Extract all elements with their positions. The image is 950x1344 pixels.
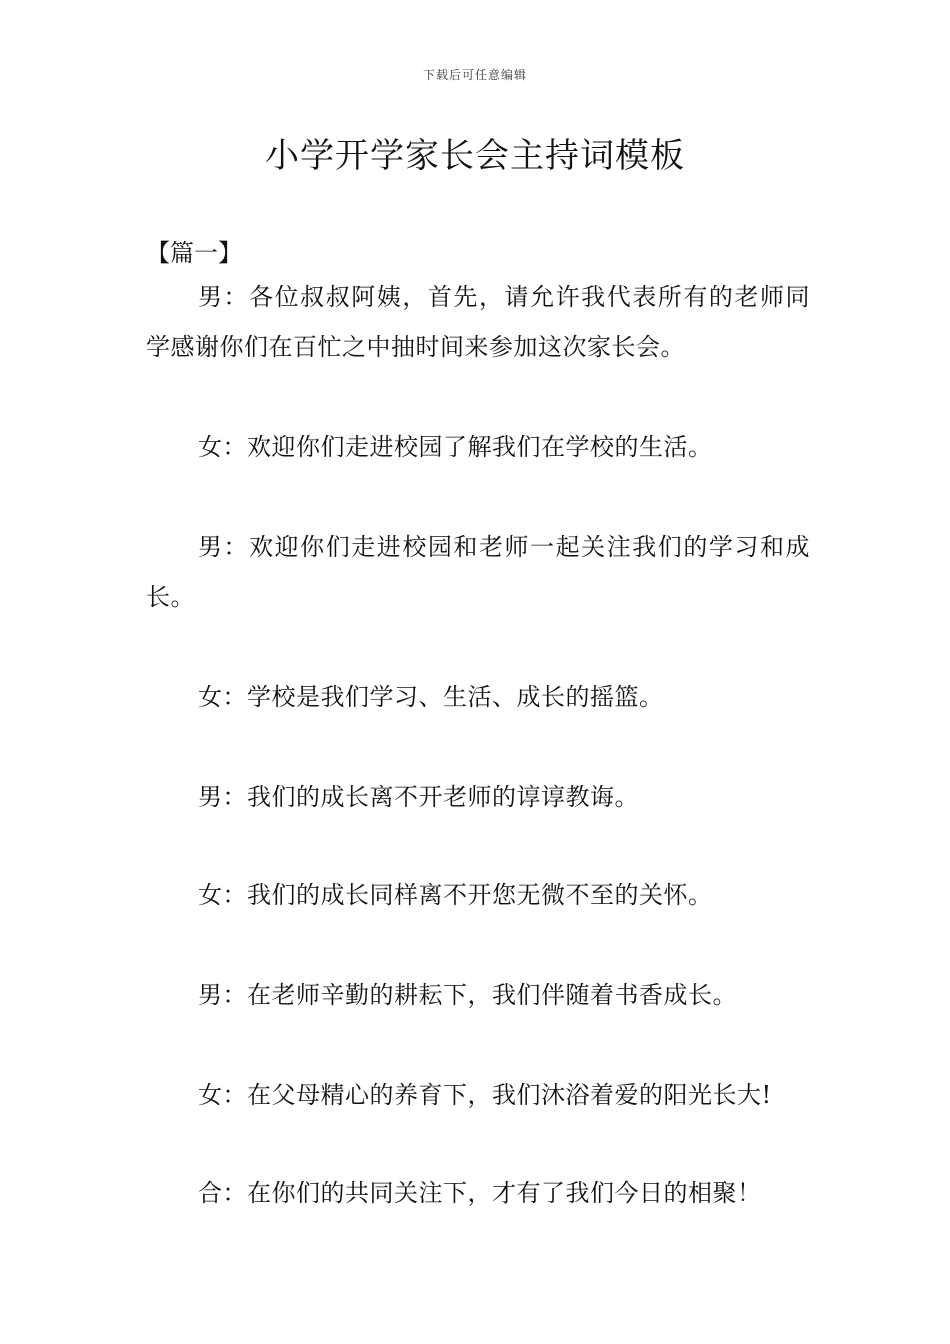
paragraph: 女：学校是我们学习、生活、成长的摇篮。 bbox=[198, 683, 664, 711]
paragraph: 女：在父母精心的养育下，我们沐浴着爱的阳光长大! bbox=[198, 1081, 772, 1109]
paragraph: 男：在老师辛勤的耕耘下，我们伴随着书香成长。 bbox=[198, 981, 737, 1009]
paragraph: 男：各位叔叔阿姨，首先，请允许我代表所有的老师同学感谢你们在百忙之中抽时间来参加这次家长会。 bbox=[146, 283, 810, 361]
paragraph: 女：欢迎你们走进校园了解我们在学校的生活。 bbox=[198, 433, 713, 461]
paragraph: 女：我们的成长同样离不开您无微不至的关怀。 bbox=[198, 881, 713, 909]
document-title: 小学开学家长会主持词模板 bbox=[265, 136, 685, 176]
header-note: 下载后可任意编辑 bbox=[422, 68, 527, 82]
section-label: 【篇一】 bbox=[146, 239, 242, 267]
paragraph: 男：欢迎你们走进校园和老师一起关注我们的学习和成长。 bbox=[146, 533, 810, 611]
paragraph: 合：在你们的共同关注下，才有了我们今日的相聚！ bbox=[198, 1179, 762, 1207]
paragraph: 男：我们的成长离不开老师的谆谆教诲。 bbox=[198, 783, 639, 811]
